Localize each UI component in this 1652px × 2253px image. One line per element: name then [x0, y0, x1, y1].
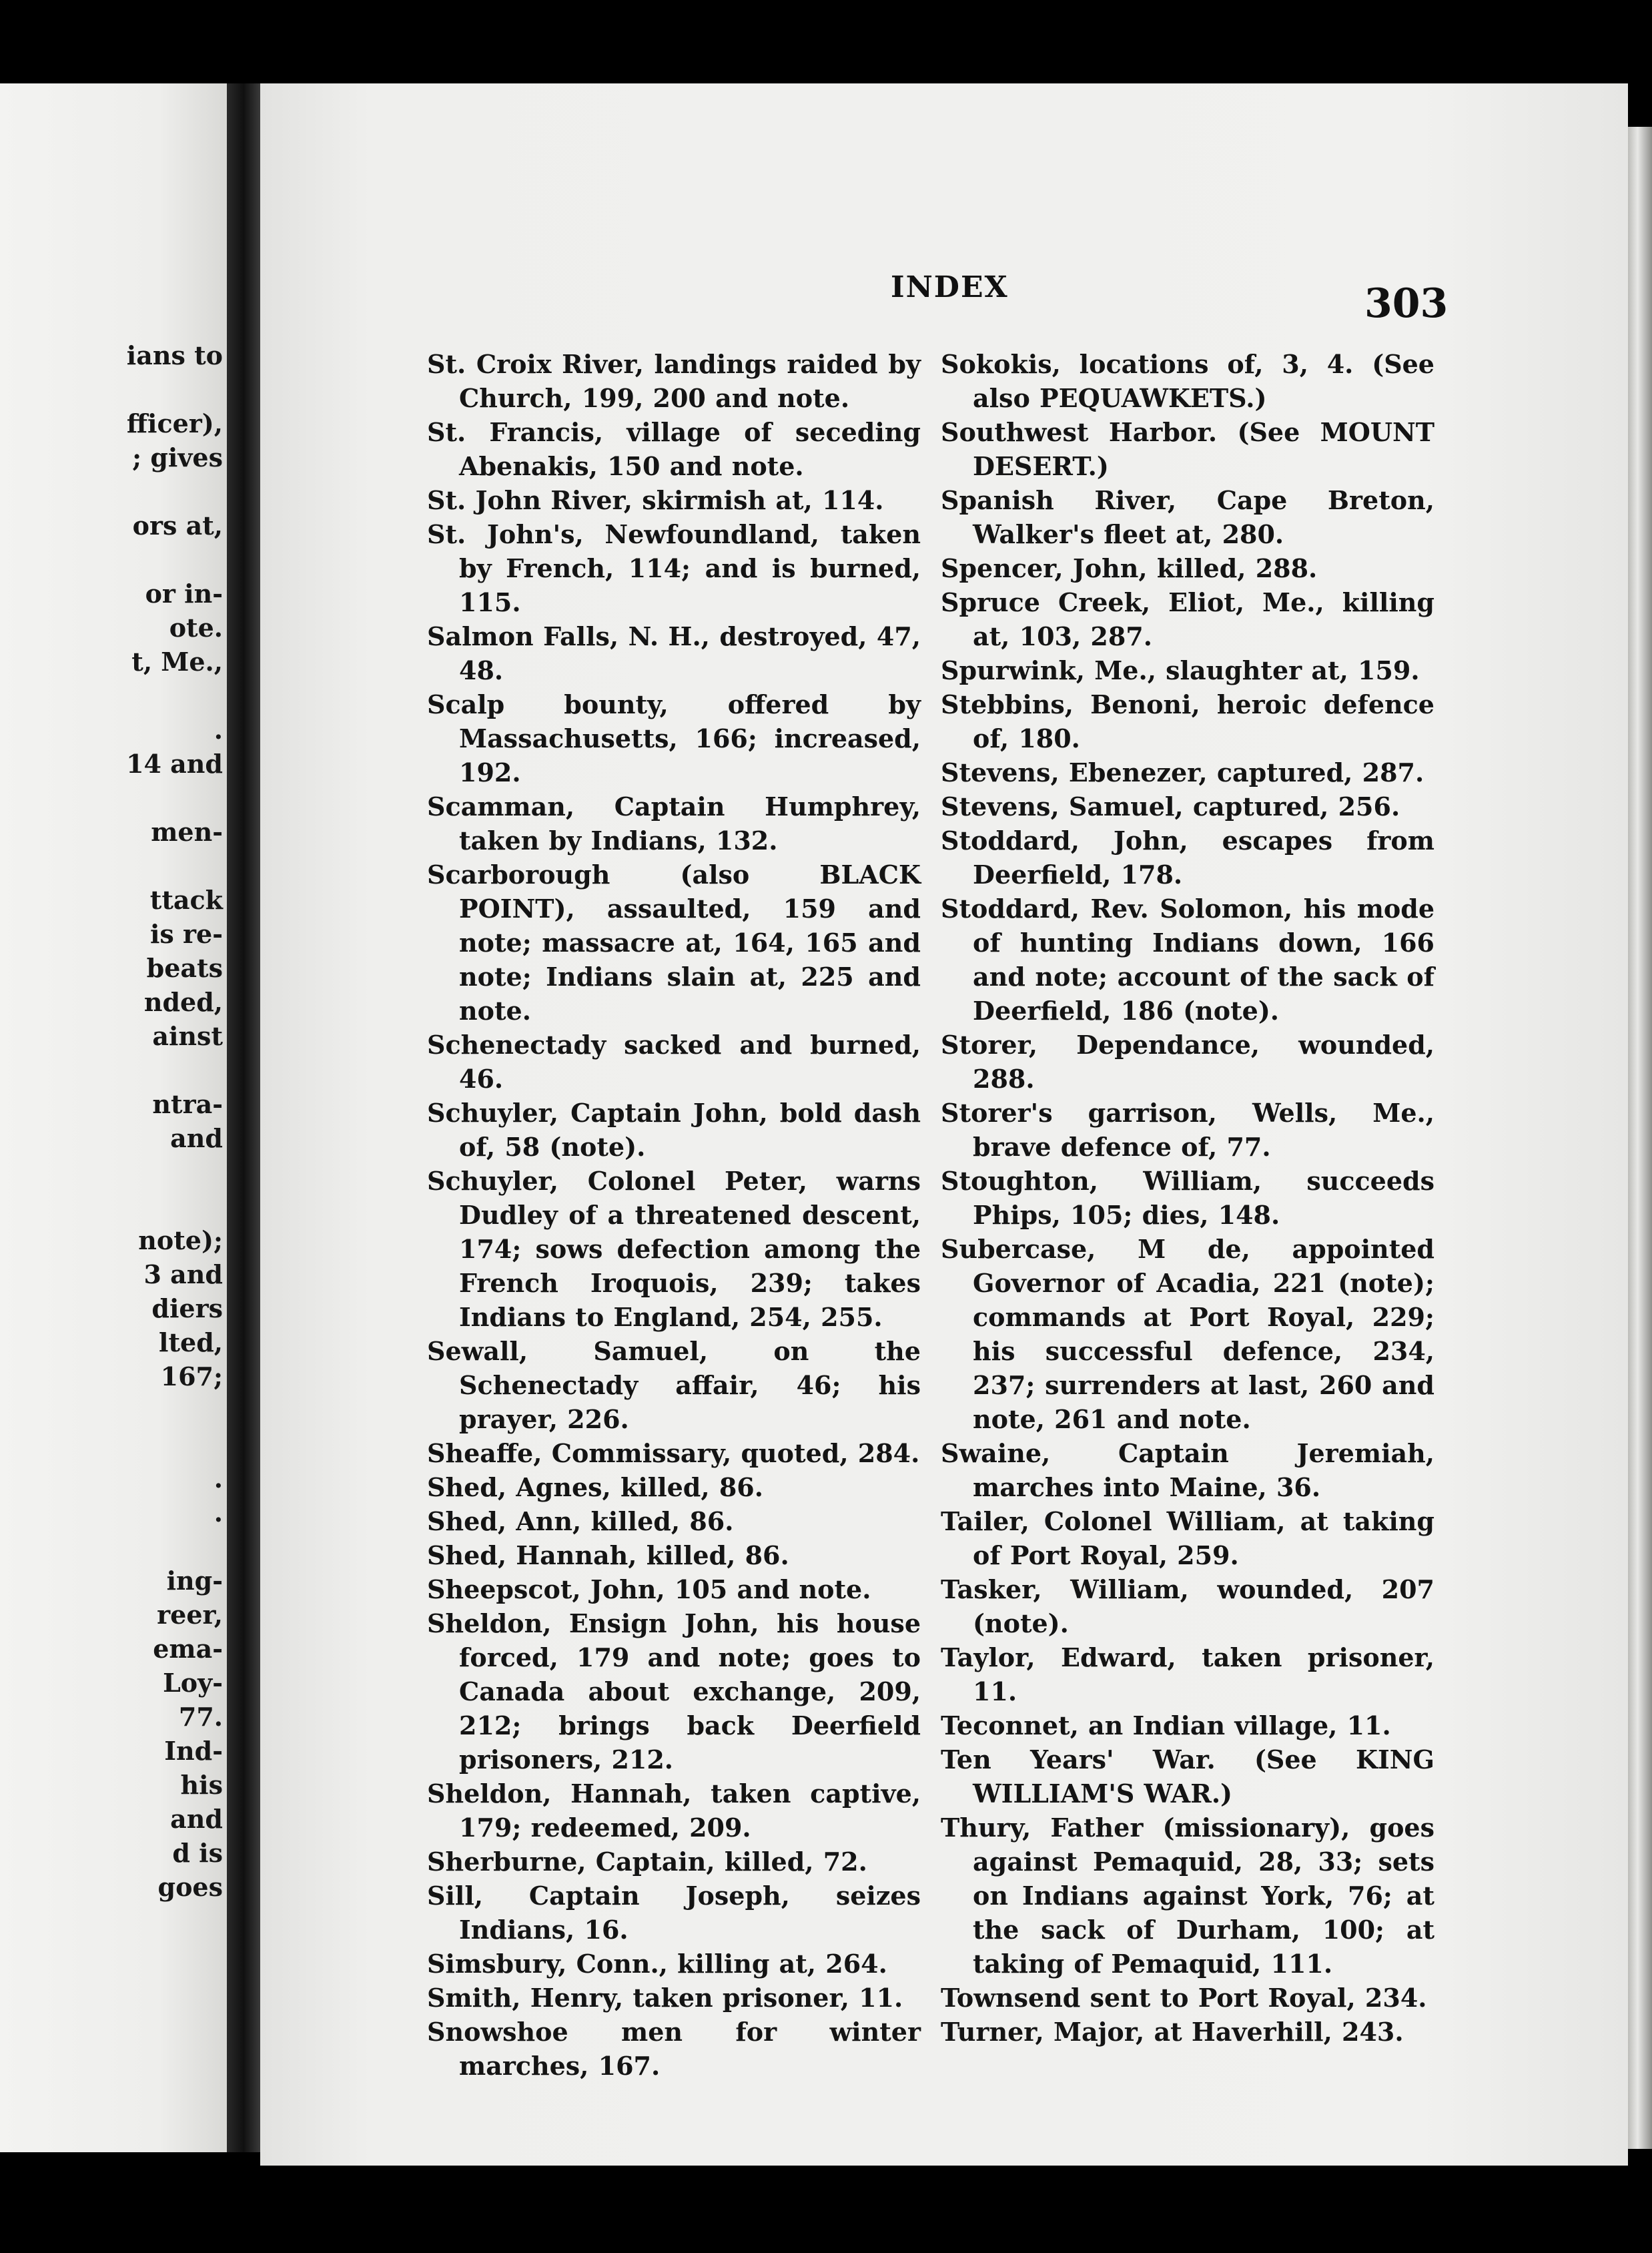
index-entry: Swaine, Captain Jeremiah, marches into Maine, 36. [941, 1438, 1434, 1502]
index-entry: Storer's garrison, Wells, Me., brave defence of, 77. [941, 1098, 1434, 1162]
index-entry: Stevens, Ebenezer, captured, 287. [941, 757, 1424, 787]
previous-page-text: 14 and [126, 749, 223, 779]
index-entry: Stoughton, William, succeeds Phips, 105; dies, 148. [941, 1166, 1434, 1230]
previous-page-text: and [170, 1123, 223, 1153]
previous-page-text: note); [138, 1225, 223, 1255]
index-column-right [941, 347, 1434, 2049]
previous-page-fragment [0, 83, 227, 2152]
previous-page-text: 3 and [143, 1259, 223, 1289]
previous-page-text: ainst [152, 1021, 223, 1051]
index-entry: Spencer, John, killed, 288. [941, 553, 1318, 583]
previous-page-text: t, Me., [131, 647, 223, 677]
index-entry: Sherburne, Captain, killed, 72. [427, 1847, 867, 1877]
previous-page-text: . [214, 1464, 223, 1494]
index-entry: Stoddard, Rev. Solomon, his mode of hunting Indians down, 166 and note; account of the sack of Deerfield, 186 (note). [941, 894, 1434, 1026]
previous-page-text: . [214, 715, 223, 745]
previous-page-text: ; gives [132, 442, 223, 472]
index-entry: Salmon Falls, N. H., destroyed, 47, 48. [427, 621, 921, 685]
previous-page-text: beats [146, 953, 223, 983]
index-entry: Stevens, Samuel, captured, 256. [941, 791, 1400, 822]
index-entry: Sill, Captain Joseph, seizes Indians, 16. [427, 1881, 921, 1945]
previous-page-text: fficer), [126, 408, 223, 438]
previous-page-text: ors at, [132, 511, 223, 541]
index-entry: Storer, Dependance, wounded, 288. [941, 1030, 1434, 1094]
index-entry: Spruce Creek, Eliot, Me., killing at, 103, 287. [941, 587, 1434, 651]
previous-page-text: ema- [153, 1634, 223, 1664]
index-entry: Scalp bounty, offered by Massachusetts, 166; increased, 192. [427, 689, 921, 787]
index-entry: Shed, Hannah, killed, 86. [427, 1540, 789, 1570]
index-entry: Townsend sent to Port Royal, 234. [941, 1983, 1427, 2013]
index-entry: Sewall, Samuel, on the Schenectady affair, 46; his prayer, 226. [427, 1336, 921, 1434]
index-entry: Shed, Ann, killed, 86. [427, 1506, 734, 1536]
index-entry: Stoddard, John, escapes from Deerfield, 178. [941, 826, 1434, 890]
index-entry: Tailer, Colonel William, at taking of Port Royal, 259. [941, 1506, 1434, 1570]
previous-page-text: or in- [145, 579, 223, 609]
index-entry: Scamman, Captain Humphrey, taken by Indians, 132. [427, 791, 921, 856]
index-entry: St. John River, skirmish at, 114. [427, 485, 884, 515]
previous-page-text: 167; [160, 1361, 223, 1391]
previous-page-text: . [214, 1498, 223, 1528]
index-entry: Stebbins, Benoni, heroic defence of, 180. [941, 689, 1434, 753]
index-column-left [427, 347, 921, 2083]
previous-page-text: 77. [178, 1702, 223, 1732]
previous-page-text: his [180, 1770, 223, 1800]
index-entry: Schuyler, Captain John, bold dash of, 58 (note). [427, 1098, 921, 1162]
index-entry: Sheldon, Hannah, taken captive, 179; redeemed, 209. [427, 1779, 921, 1843]
previous-page-text: diers [151, 1293, 223, 1323]
index-entry: Sheaffe, Commissary, quoted, 284. [427, 1438, 920, 1468]
index-entry: Southwest Harbor. (See MOUNT DESERT.) [941, 417, 1434, 481]
book-gutter [227, 83, 260, 2152]
previous-page-text: Ind- [164, 1736, 223, 1766]
page-number: 303 [1364, 280, 1449, 327]
previous-page-text: and [170, 1804, 223, 1834]
index-entry: St. Croix River, landings raided by Church, 199, 200 and note. [427, 349, 921, 413]
index-entry: Scarborough (also BLACK POINT), assaulted, 159 and note; massacre at, 164, 165 and note; Indians slain at, 225 and note. [427, 860, 921, 1026]
previous-page-text: ote. [169, 613, 223, 643]
index-entry: Spanish River, Cape Breton, Walker's fleet at, 280. [941, 485, 1434, 549]
index-entry: Spurwink, Me., slaughter at, 159. [941, 655, 1420, 685]
running-head: INDEX [891, 270, 1009, 304]
index-entry: Taylor, Edward, taken prisoner, 11. [941, 1642, 1434, 1706]
previous-page-text: is re- [149, 919, 223, 949]
previous-page-text: Loy- [163, 1668, 223, 1698]
index-entry: Smith, Henry, taken prisoner, 11. [427, 1983, 903, 2013]
index-entry: Tasker, William, wounded, 207 (note). [941, 1574, 1434, 1638]
index-entry: Ten Years' War. (See KING WILLIAM'S WAR.) [941, 1744, 1434, 1809]
index-entry: Subercase, M de, appointed Governor of Acadia, 221 (note); commands at Port Royal, 229; his successful defence, 234, 237; surrenders at last, 260 and note, 261 and note. [941, 1234, 1434, 1434]
index-entry: Thury, Father (missionary), goes against Pemaquid, 28, 33; sets on Indians against York, 76; at the sack of Durham, 100; at taking of Pemaquid, 111. [941, 1813, 1434, 1979]
index-entry: Simsbury, Conn., killing at, 264. [427, 1949, 887, 1979]
previous-page-text: ing- [166, 1566, 223, 1596]
index-entry: Teconnet, an Indian village, 11. [941, 1710, 1391, 1740]
previous-page-text: reer, [157, 1600, 223, 1630]
previous-page-text: men- [151, 817, 223, 847]
previous-page-text: ttack [149, 885, 223, 915]
previous-page-text: d is [172, 1838, 223, 1868]
previous-page-text: goes [157, 1872, 223, 1902]
index-entry: Schuyler, Colonel Peter, warns Dudley of a threatened descent, 174; sows defection among the French Iroquois, 239; takes Indians to England, 254, 255. [427, 1166, 921, 1332]
page-edge [1628, 127, 1652, 2149]
index-entry: Schenectady sacked and burned, 46. [427, 1030, 921, 1094]
index-entry: Turner, Major, at Haverhill, 243. [941, 2017, 1404, 2047]
index-entry: Sheldon, Ensign John, his house forced, 179 and note; goes to Canada about exchange, 209, 212; brings back Deerfield prisoners, 212. [427, 1608, 921, 1775]
previous-page-text: ians to [126, 340, 223, 370]
index-entry: Shed, Agnes, killed, 86. [427, 1472, 763, 1502]
previous-page-text: lted, [159, 1327, 223, 1357]
index-entry: St. Francis, village of seceding Abenakis, 150 and note. [427, 417, 921, 481]
previous-page-text: ntra- [152, 1089, 223, 1119]
index-entry: Snowshoe men for winter marches, 167. [427, 2017, 921, 2081]
index-entry: Sheepscot, John, 105 and note. [427, 1574, 871, 1604]
previous-page-text: nded, [143, 987, 223, 1017]
index-entry: Sokokis, locations of, 3, 4. (See also PEQUAWKETS.) [941, 349, 1434, 413]
index-entry: St. John's, Newfoundland, taken by French, 114; and is burned, 115. [427, 519, 921, 617]
